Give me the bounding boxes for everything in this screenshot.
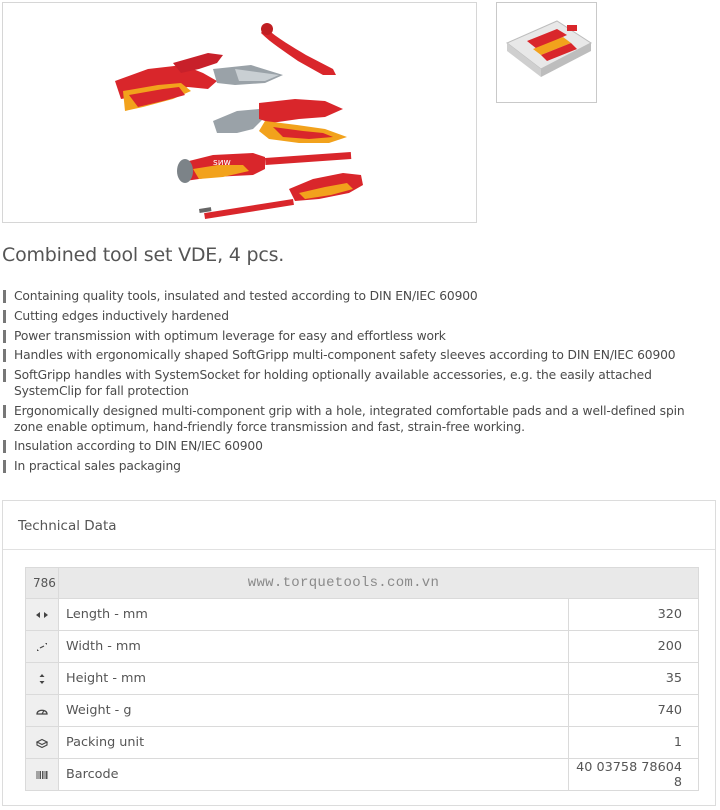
barcode-icon (36, 770, 48, 780)
row-value: 200 (569, 631, 699, 663)
width-icon (36, 642, 48, 652)
feature-text: In practical sales packaging (14, 459, 181, 474)
row-value: 35 (569, 663, 699, 695)
technical-data-table (25, 567, 699, 791)
list-item (2, 329, 714, 345)
feature-text: Handles with ergonomically shaped SoftGripp multi-component safety sleeves according to DIN EN/IEC 60900 (14, 348, 676, 363)
packaging-thumbnail[interactable] (496, 2, 597, 103)
list-item (2, 439, 714, 455)
table-row (26, 599, 699, 631)
feature-text: Power transmission with optimum leverage for easy and effortless work (14, 328, 446, 343)
packing-unit-icon (36, 738, 48, 748)
tool-set-photo-icon (3, 3, 477, 223)
row-label: Weight - g (59, 695, 569, 727)
bullet-bar-icon (3, 330, 6, 343)
feature-text: Cutting edges inductively hardened (14, 308, 229, 323)
feature-text: Containing quality tools, insulated and tested according to DIN EN/IEC 60900 (14, 289, 478, 303)
table-row (26, 663, 699, 695)
technical-data-panel (2, 500, 716, 806)
length-icon (36, 610, 48, 620)
row-label: Length - mm (59, 599, 569, 631)
row-label: Barcode (59, 759, 569, 791)
table-row (26, 631, 699, 663)
row-value: 40 03758 78604 8 (569, 759, 699, 791)
bullet-bar-icon (3, 310, 6, 323)
technical-data-heading: Technical Data (3, 501, 715, 550)
weight-icon (36, 706, 48, 716)
feature-text: Ergonomically designed multi-component grip with a hole, integrated comfortable pads and a well-defined spin zone enable optimum, hand-friendly force transmission and fast, strain-free working. (14, 403, 685, 434)
list-item (2, 459, 714, 475)
bullet-bar-icon (3, 460, 6, 473)
product-title: Combined tool set VDE, 4 pcs. (2, 244, 285, 266)
watermark-text: www.torquetools.com.vn (59, 568, 699, 599)
height-icon (36, 674, 48, 684)
row-label: Height - mm (59, 663, 569, 695)
main-product-image[interactable] (2, 2, 477, 223)
table-row (26, 727, 699, 759)
list-item (2, 309, 714, 325)
table-row (26, 695, 699, 727)
row-value: 320 (569, 599, 699, 631)
feature-text: SoftGripp handles with SystemSocket for holding optionally available accessories, e.g. the easily attached SystemClip for fall protection (14, 368, 652, 398)
row-value: 740 (569, 695, 699, 727)
row-label: Width - mm (59, 631, 569, 663)
bullet-bar-icon (3, 369, 6, 382)
feature-text: Insulation according to DIN EN/IEC 60900 (14, 439, 263, 454)
table-row (26, 759, 699, 791)
list-item (2, 404, 714, 436)
bullet-bar-icon (3, 440, 6, 453)
row-label: Packing unit (59, 727, 569, 759)
list-item (2, 289, 714, 305)
row-value: 1 (569, 727, 699, 759)
feature-list (2, 289, 714, 479)
packaging-photo-icon (497, 3, 597, 103)
bullet-bar-icon (3, 349, 6, 362)
svg-text:sᴎw: sᴎw (213, 158, 231, 168)
table-header-row (26, 568, 699, 599)
list-item (2, 368, 714, 400)
article-code: 786 (26, 568, 59, 599)
bullet-bar-icon (3, 290, 6, 303)
bullet-bar-icon (3, 405, 6, 418)
list-item (2, 348, 714, 364)
